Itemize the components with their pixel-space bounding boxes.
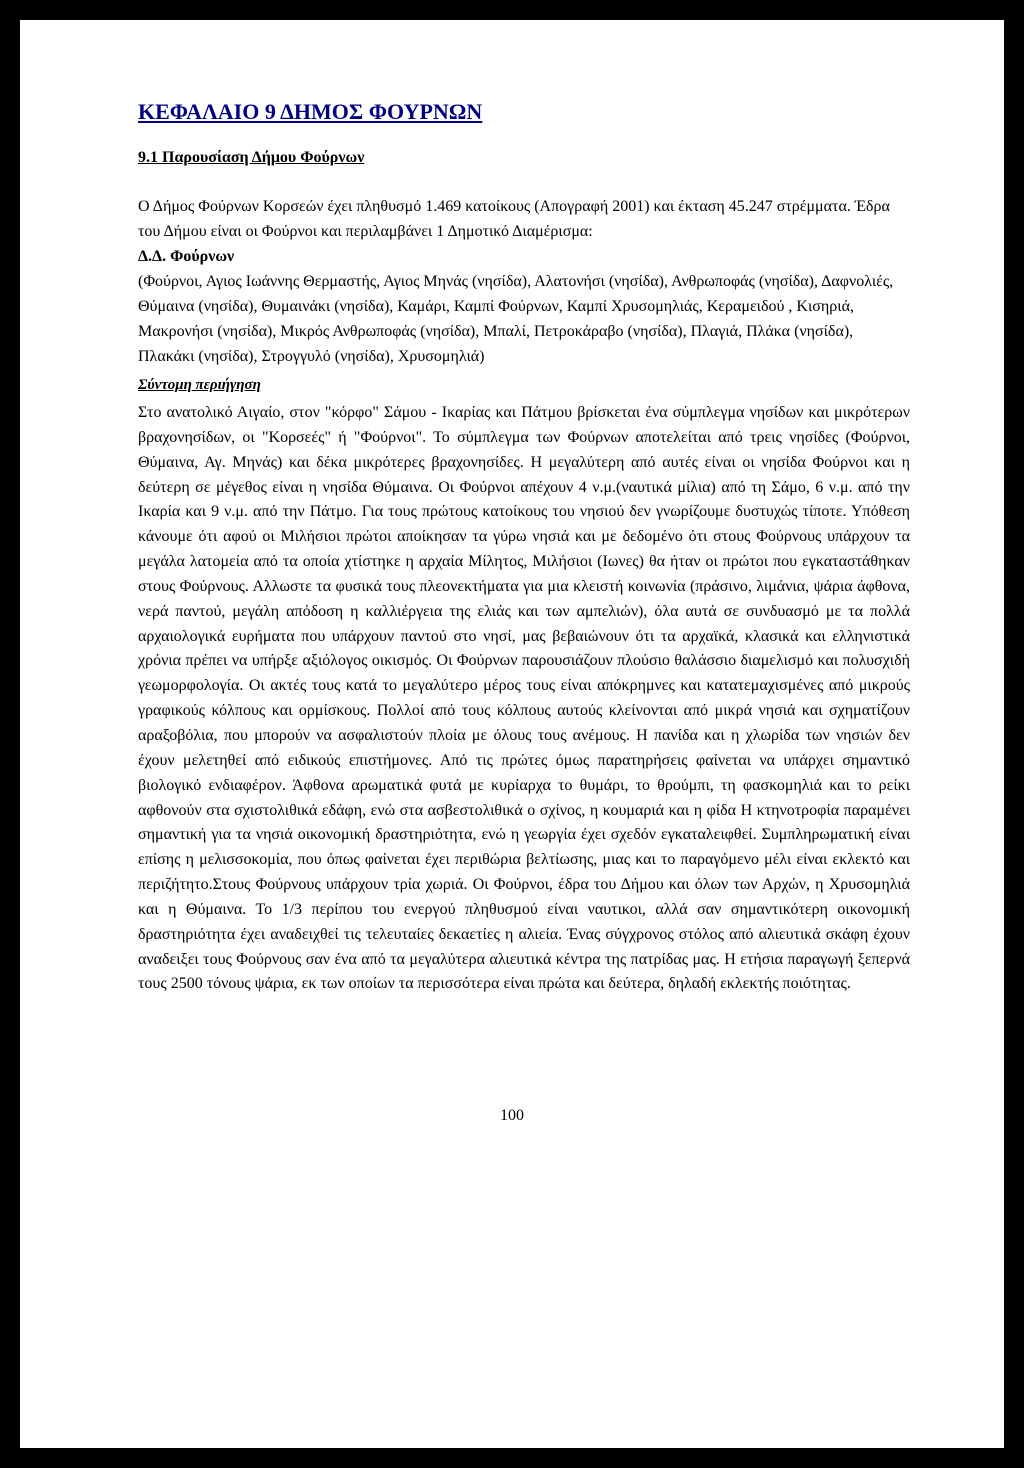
document-page (20, 20, 1004, 1448)
department-name: Δ.Δ. Φούρνων (138, 248, 235, 265)
page-content (138, 98, 910, 997)
section-title: 9.1 Παρουσίαση Δήμου Φούρνων (138, 149, 365, 166)
body-paragraph: Στο ανατολικό Αιγαίο, στον "κόρφο" Σάμου - Ικαρίας και Πάτμου βρίσκεται ένα σύμπλεγμα νησίδων και μικρότερων βραχονησίδων, οι "Κορσεές" ή "Φούρνοι". Το σύμπλεγμα των Φούρνων αποτελείται από τρεις νησίδες (Φούρνοι, Θύμαινα, Αγ. Μηνάς) και δέκα μικρότερες βραχονησίδες. Η μεγαλύτερη από αυτές είναι οι νησίδα Φούρνοι και η δεύτερη σε μέγεθος είναι η νησίδα Θύμαινα. Οι Φούρνοι απέχουν 4 ν.μ.(ναυτικά μίλια) από τη Σάμο, 6 ν.μ. από την Ικαρία και 9 ν.μ. από την Πάτμο. Για τους πρώτους κατοίκους του νησιού δεν γνωρίζουμε δυστυχώς τίποτε. Υπόθεση κάνουμε ότι αφού οι Μιλήσιοι πρώτοι αποίκησαν τα γύρω νησιά και με δεδομένο ότι στους Φούρνους υπάρχουν τα μεγάλα λατομεία από τα οποία χτίστηκε η αρχαία Μίλητος, Μιλήσιοι (Ιωνες) θα ήταν οι πρώτοι που εγκαταστάθηκαν στους Φούρνους. Αλλωστε τα φυσικά τους πλεονεκτήματα για μια κλειστή κοινωνία (πράσινο, λιμάνια, ψάρια άφθονα, νερά παντού, μεγάλη απόδοση η καλλιέργεια της ελιάς και των αμπελιών), όλα αυτά σε συνδυασμό με τα πολλά αρχαιολογικά ευρήματα που υπάρχουν παντού στο νησί, μας βεβαιώνουν ότι τα αρχαϊκά, κλασικά και ελληνιστικά χρόνια πρέπει να υπήρξε αξιόλογος οικισμός. Οι Φούρνων παρουσιάζουν πλούσιο θαλάσσιο διαμελισμό και πολυσχιδή γεωμορφολογία. Οι ακτές τους κατά το μεγαλύτερο μέρος τους είναι απόκρημνες και κατατεμαχισμένες από μικρούς γραφικούς κόλπους και ορμίσκους. Πολλοί από τους κόλπους αυτούς κλείνονται από μικρά νησιά και σχηματίζουν αραξοβόλια, που μπορούν να ασφαλιστούν πλοία με όλους τους ανέμους. Η πανίδα και η χλωρίδα των νησιών δεν έχουν μελετηθεί από ειδικούς επιστήμονες. Από τις πρώτες όμως παρατηρήσεις φαίνεται να υπάρχει σημαντικό βιολογικό ενδιαφέρον. Άφθονα αρωματικά φυτά με κυρίαρχα το θυμάρι, το θρούμπι, τη φασκομηλιά και το ρείκι αφθονούν στα σχιστολιθικά εδάφη, ενώ στα ασβεστολιθικά ο σχίνος, η κουμαριά και η φίδα Η κτηνοτροφία παραμένει σημαντική για τα νησιά οικονομική δραστηριότητα, ενώ η γεωργία έχει σχεδόν εγκαταλειφθεί. Συμπληρωματική είναι επίσης η μελισσοκομία, που όπως φαίνεται έχει περιθώρια βελτίωσης, μιας και το παραγόμενο μέλι είναι εκλεκτό και περιζήτητο.Στους Φούρνους υπάρχουν τρία χωριά. Οι Φούρνοι, έδρα του Δήμου και όλων των Αρχών, η Χρυσομηλιά και η Θύμαινα. Το 1/3 περίπου του ενεργού πληθυσμού είναι ναυτικοι, αλλά σαν σημαντικότερη οικονομική δραστηριότητα έχει αναδειχθεί τις τελευταίες δεκαετίες η αλιεία. Ένας σύγχρονος στόλος από αλιευτικά σκάφη έχουν αναδειξει τους Φούρνους σαν ένα από τα μεγαλύτερα αλιευτικά κέντρα της πατρίδας μας. Η ετήσια παραγωγή ξεπερνά τους 2500 τόνους ψάρια, εκ των οποίων τα περισσότερα είναι πρώτα και δεύτερα, δηλαδή εκλεκτής ποιότητας. (138, 404, 910, 993)
intro-paragraph: Ο Δήμος Φούρνων Κορσεών έχει πληθυσμό 1.469 κατοίκους (Απογραφή 2001) και έκταση 45.247 στρέμματα. Έδρα του Δήμου είναι οι Φούρνοι και περιλαμβάνει 1 Δημοτικό Διαμέρισμα: (138, 198, 890, 240)
villages-list: (Φούρνοι, Αγιος Ιωάννης Θερμαστής, Αγιος Μηνάς (νησίδα), Αλατονήσι (νησίδα), Ανθρωποφάς (νησίδα), Δαφνολιές, Θύμαινα (νησίδα), Θυμαινάκι (νησίδα), Καμάρι, Καμπί Φούρνων, Καμπί Χρυσομηλιάς, Κεραμειδού , Κισηριά, Μακρονήσι (νησίδα), Μικρός Ανθρωποφάς (νησίδα), Μπαλί, Πετροκάραβο (νησίδα), Πλαγιά, Πλάκα (νησίδα), Πλακάκι (νησίδα), Στρογγυλό (νησίδα), Χρυσομηλιά) (138, 273, 894, 365)
subheading-short-tour: Σύντομη περιήγηση (138, 377, 261, 393)
page-number: 100 (500, 1107, 524, 1124)
chapter-title: ΚΕΦΑΛΑΙΟ 9 ΔΗΜΟΣ ΦΟΥΡΝΩΝ (138, 99, 483, 124)
